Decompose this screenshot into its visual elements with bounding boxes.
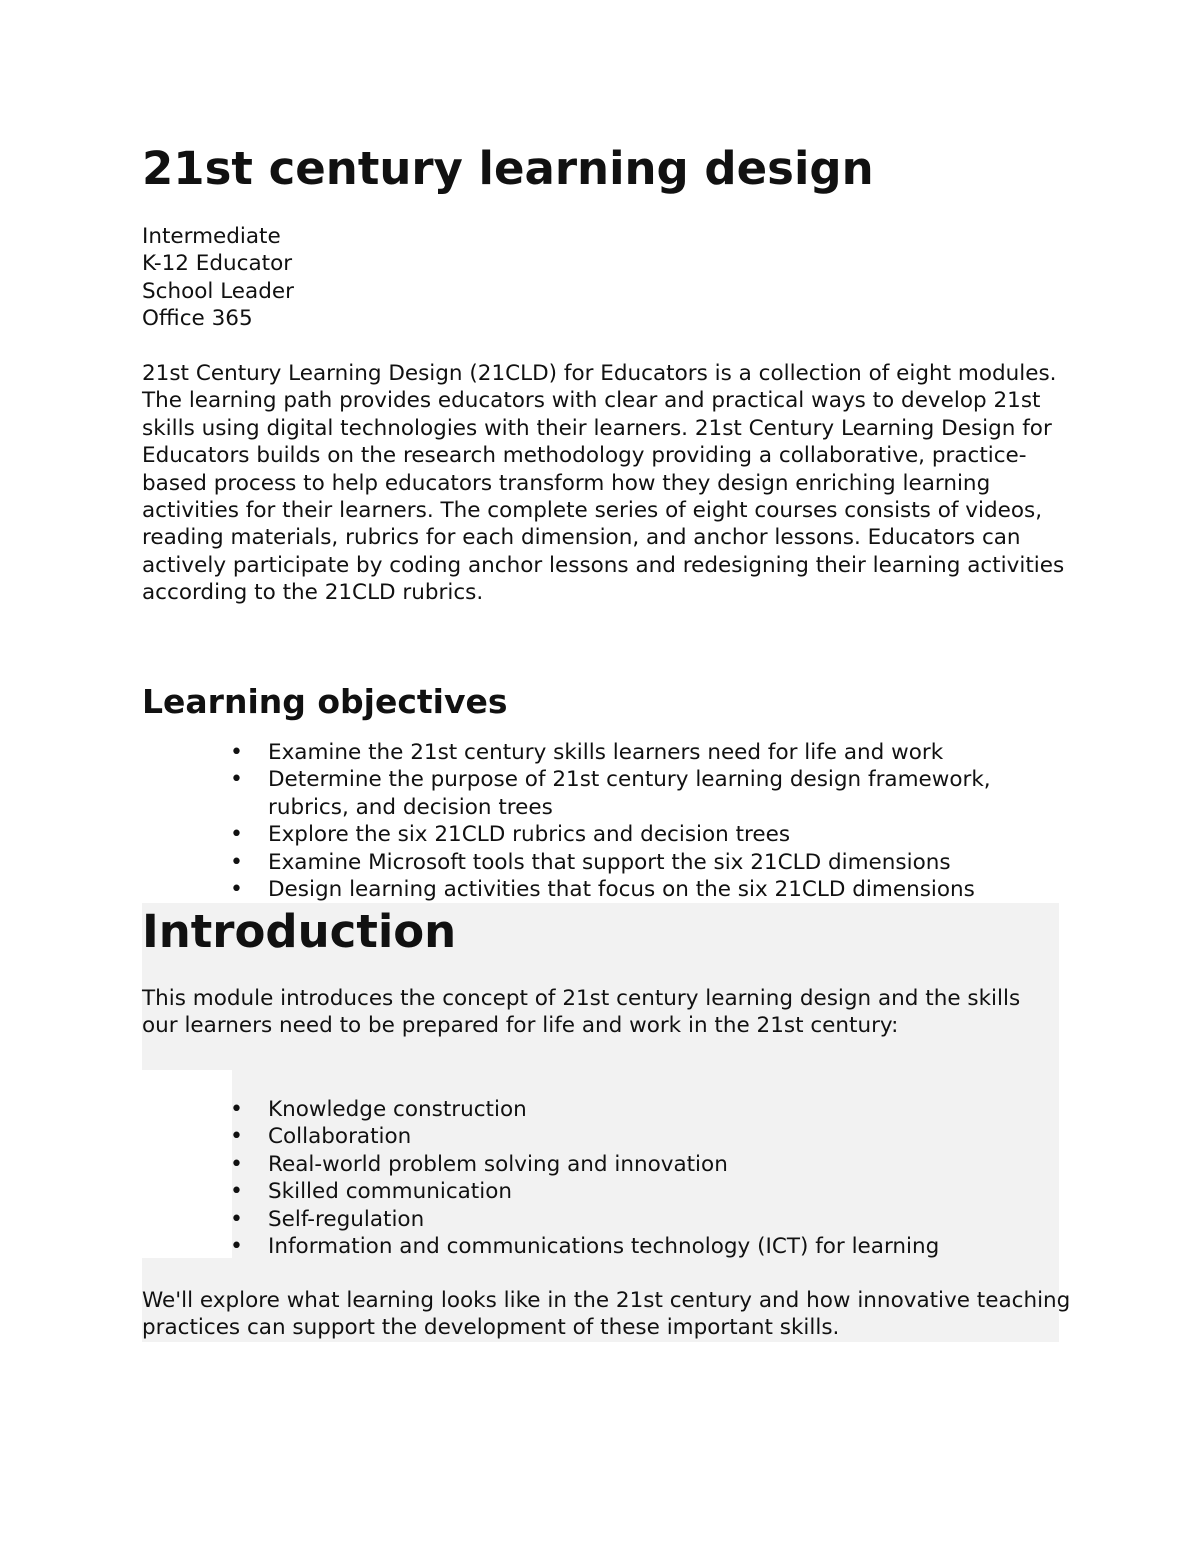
bullet-icon: • [230,1097,243,1122]
list-item [142,739,1072,766]
objectives-heading: Learning objectives [142,682,508,721]
list-item [142,849,1072,876]
document-title: 21st century learning design [142,142,874,195]
objective-text: Design learning activities that focus on the six 21CLD dimensions [268,877,975,903]
skill-text: Self-regulation [268,1206,425,1232]
objective-text: Examine the 21st century skills learners need for life and work [268,740,944,765]
document-meta [142,223,294,333]
skill-text: Information and communications technology (ICT) for learning [268,1234,940,1260]
objective-text: Explore the six 21CLD rubrics and decision trees [268,822,791,848]
bullet-icon: • [230,1179,243,1205]
list-item [142,1096,1072,1123]
bullet-icon: • [230,740,243,765]
skill-text: Collaboration [268,1124,412,1150]
bullet-icon: • [230,849,243,875]
meta-role-educator: K-12 Educator [142,251,293,277]
list-item [142,1206,1072,1233]
introduction-closing: We'll explore what learning looks like in the 21st century and how innovative teaching practices can support the development of these important skills. [142,1288,1071,1341]
bullet-icon: • [230,767,243,793]
skill-text: Knowledge construction [268,1097,527,1122]
bullet-icon: • [230,1234,243,1260]
list-item [142,821,1072,848]
list-item [142,1178,1072,1205]
list-item [142,1123,1072,1150]
objective-text: Determine the purpose of 21st century learning design framework, rubrics, and decision trees [268,767,991,820]
meta-level: Intermediate [142,224,281,249]
list-item [142,766,1072,821]
skills-list [142,1096,1072,1260]
bullet-icon: • [230,877,243,903]
bullet-icon: • [230,1124,243,1150]
list-item [142,1233,1072,1260]
document-description: 21st Century Learning Design (21CLD) for Educators is a collection of eight modules. The learning path provides educators with clear and practical ways to develop 21st skills using digital technologies with their learners. 21st Century Learning Design for Educators builds on the research methodology providing a collaborative, practice-based process to help educators transform how they design enriching learning activities for their learners. The complete series of eight courses consists of videos, reading materials, rubrics for each dimension, and anchor lessons. Educators can actively participate by coding anchor lessons and redesigning their learning activities according to the 21CLD rubrics. [142,361,1065,606]
bullet-icon: • [230,1151,243,1177]
objectives-list [142,739,1072,903]
introduction-heading: Introduction [142,905,457,958]
meta-role-leader: School Leader [142,278,294,304]
meta-product: Office 365 [142,306,253,332]
list-item [142,876,1072,903]
objective-text: Examine Microsoft tools that support the six 21CLD dimensions [268,849,951,875]
introduction-text: This module introduces the concept of 21st century learning design and the skills our learners need to be prepared for life and work in the 21st century: [142,986,1021,1039]
skill-text: Real-world problem solving and innovation [268,1151,728,1177]
list-item [142,1151,1072,1178]
skill-text: Skilled communication [268,1179,512,1205]
bullet-icon: • [230,1206,243,1232]
bullet-icon: • [230,822,243,848]
